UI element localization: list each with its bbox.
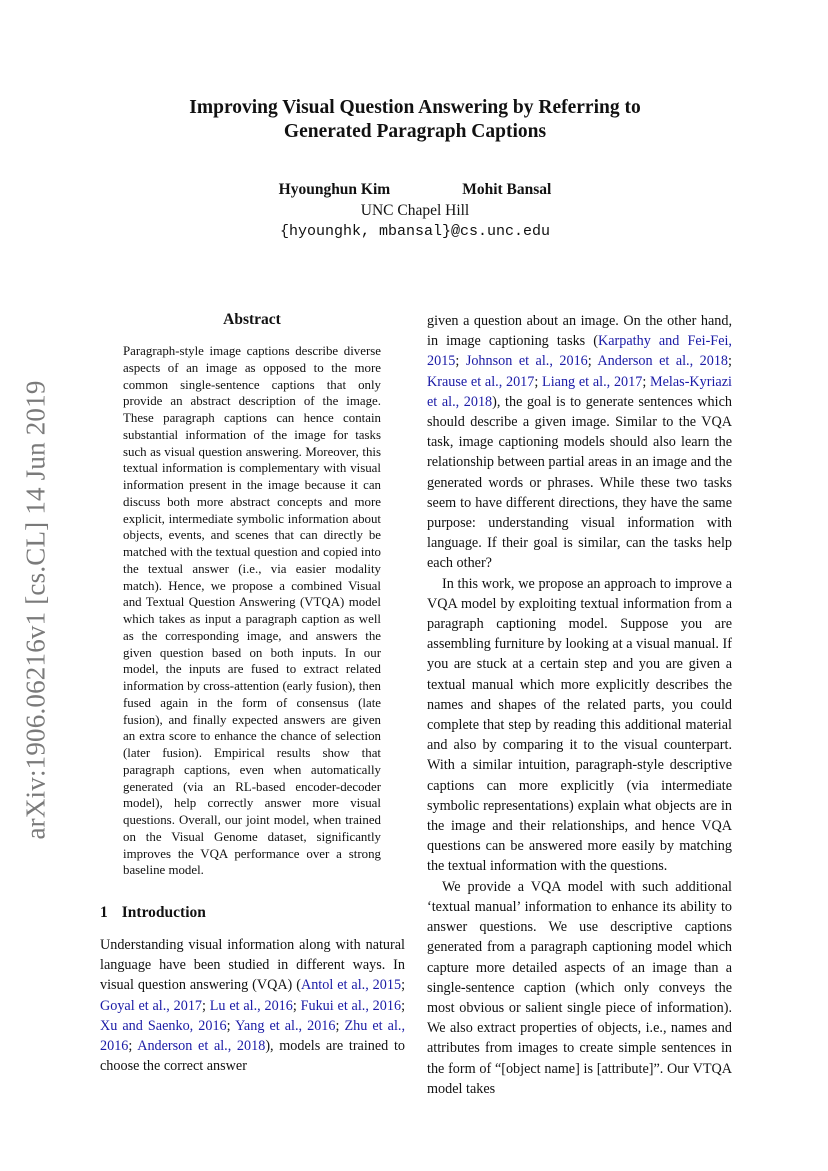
citation-separator: ; [534, 373, 543, 390]
paper-title [100, 96, 730, 144]
title-line-1: Improving Visual Question Answering by Referring to [189, 97, 641, 118]
citation-link[interactable]: Karpathy and Fei-Fei, 2015 [427, 333, 732, 370]
citation-link[interactable]: Antol et al., 2015 [300, 977, 402, 994]
author-1: Hyounghun Kim [278, 181, 391, 198]
intro-text: ), the goal is to generate sentences which should describe a given image. Similar to the VQA task, image captioning models should also learn the relationship between partial areas in an image and the generated words or phrases. While these two tasks seem to have different directions, they have the same purpose: understanding visual information with language. If their goal is similar, can the tasks help each other? [427, 393, 732, 572]
abstract-text: Paragraph-style image captions describe diverse aspects of an image as opposed to the more common single-sentence captions that only provide an abstract description of the image. These paragraph captions can hence contain substantial information of the image for tasks such as visual question answering. Moreover, this textual information is complementary with visual information present in the image because it can discuss both more abstract concepts and more explicit, intermediate symbolic information about objects, events, and scenes that can directly be matched with the textual question and copied into the textual answer (i.e., via easier modality match). Hence, we propose a combined Visual and Textual Question Answering (VTQA) model which takes as input a paragraph caption as well as the corresponding image, and answers the given question based on both inputs. In our model, the inputs are fused to extract related information by cross-attention (early fusion), then fused again in the form of consensus (late fusion), and finally expected answers are given an extra score to enhance the chance of selection (later fusion). Empirical results show that paragraph captions, even when automatically generated (via an RL-based encoder-decoder model), help correctly answer more visual questions. Overall, our joint model, when trained on the Visual Genome dataset, significantly improves the VQA performance over a strong baseline model. [123, 344, 381, 878]
section-number: 1 [100, 904, 108, 921]
citation-separator: ; [401, 997, 406, 1014]
arxiv-identifier-stamp [16, 370, 56, 850]
citation-separator: ; [292, 997, 301, 1014]
section-heading-introduction [100, 904, 405, 922]
right-column [427, 311, 732, 1099]
citation-link[interactable]: Johnson et al., 2016 [465, 353, 588, 370]
citation-separator: ; [642, 373, 651, 390]
citation-link[interactable]: Liang et al., 2017 [542, 373, 643, 390]
author-names [100, 179, 730, 200]
citation-link[interactable]: Fukui et al., 2016 [300, 997, 402, 1014]
intro-text: given a question about an image. On the other hand, in image captioning tasks ( [427, 313, 732, 350]
abstract-heading: Abstract [223, 311, 281, 328]
citation-separator: ; [226, 1017, 236, 1034]
introduction-paragraph-3: We provide a VQA model with such additional ‘textual manual’ information to enhance its ability to answer questions. We use descriptive captions generated from a paragraph captioning model which capture more detailed aspects of an image than a single-sentence caption (which only conveys the most obvious or salient single piece of information). We also extract properties of objects, i.e., names and attributes from images to create simple sentences in the form of “[object name] is [attribute]”. Our VTQA model takes [427, 878, 732, 1097]
citation-link[interactable]: Anderson et al., 2018 [597, 353, 729, 370]
author-2: Mohit Bansal [462, 181, 552, 198]
citation-separator: ; [128, 1038, 138, 1055]
citation-link[interactable]: Krause et al., 2017 [427, 373, 535, 390]
citation-separator: ; [455, 353, 466, 370]
arxiv-stamp-text: arXiv:1906.06216v1 [cs.CL] 14 Jun 2019 [20, 380, 51, 840]
citation-link[interactable]: Yang et al., 2016 [235, 1017, 336, 1034]
author-emails: {hyounghk, mbansal}@cs.unc.edu [279, 223, 551, 240]
citation-link[interactable]: Zhu et al., 2016 [100, 1017, 405, 1055]
title-line-2: Generated Paragraph Captions [283, 121, 547, 142]
citation-link[interactable]: Anderson et al., 2018 [137, 1038, 266, 1055]
citation-link[interactable]: Xu and Saenko, 2016 [100, 1017, 227, 1034]
introduction-paragraph-2: In this work, we propose an approach to improve a VQA model by exploiting textual information from a paragraph captioning model. Suppose you are assembling furniture by looking at a visual manual. If you are stuck at a certain step and you are given a textual manual which more explicitly describes the names and shapes of the related parts, you could complete that step by reading this additional material and also by comparing it to the visual counterpart. With a similar intuition, paragraph-style descriptive captions can more explicitly (via intermediate symbolic representations) explain what objects are in the image and their relationships, and hence VQA questions can be answered more easily by matching the textual information with the questions. [427, 575, 732, 875]
section-title: Introduction [121, 904, 206, 921]
citation-separator: ; [335, 1017, 345, 1034]
intro-text: Understanding visual information along with natural language have been studied in different ways. In visual question answering (VQA) ( [100, 937, 405, 994]
author-block [100, 179, 730, 242]
affiliation: UNC Chapel Hill [360, 202, 470, 219]
citation-link[interactable]: Melas-Kyriazi et al., 2018 [427, 373, 732, 410]
intro-text: ), models are trained to choose the correct answer [100, 1038, 405, 1075]
citation-link[interactable]: Lu et al., 2016 [209, 997, 293, 1014]
citation-separator: ; [401, 977, 406, 994]
introduction-paragraph-1-continued [427, 311, 732, 574]
citation-separator: ; [202, 997, 210, 1014]
introduction-paragraph-1 [100, 935, 405, 1076]
citation-link[interactable]: Goyal et al., 2017 [100, 997, 203, 1014]
citation-separator: ; [587, 353, 598, 370]
citation-separator: ; [728, 353, 732, 370]
